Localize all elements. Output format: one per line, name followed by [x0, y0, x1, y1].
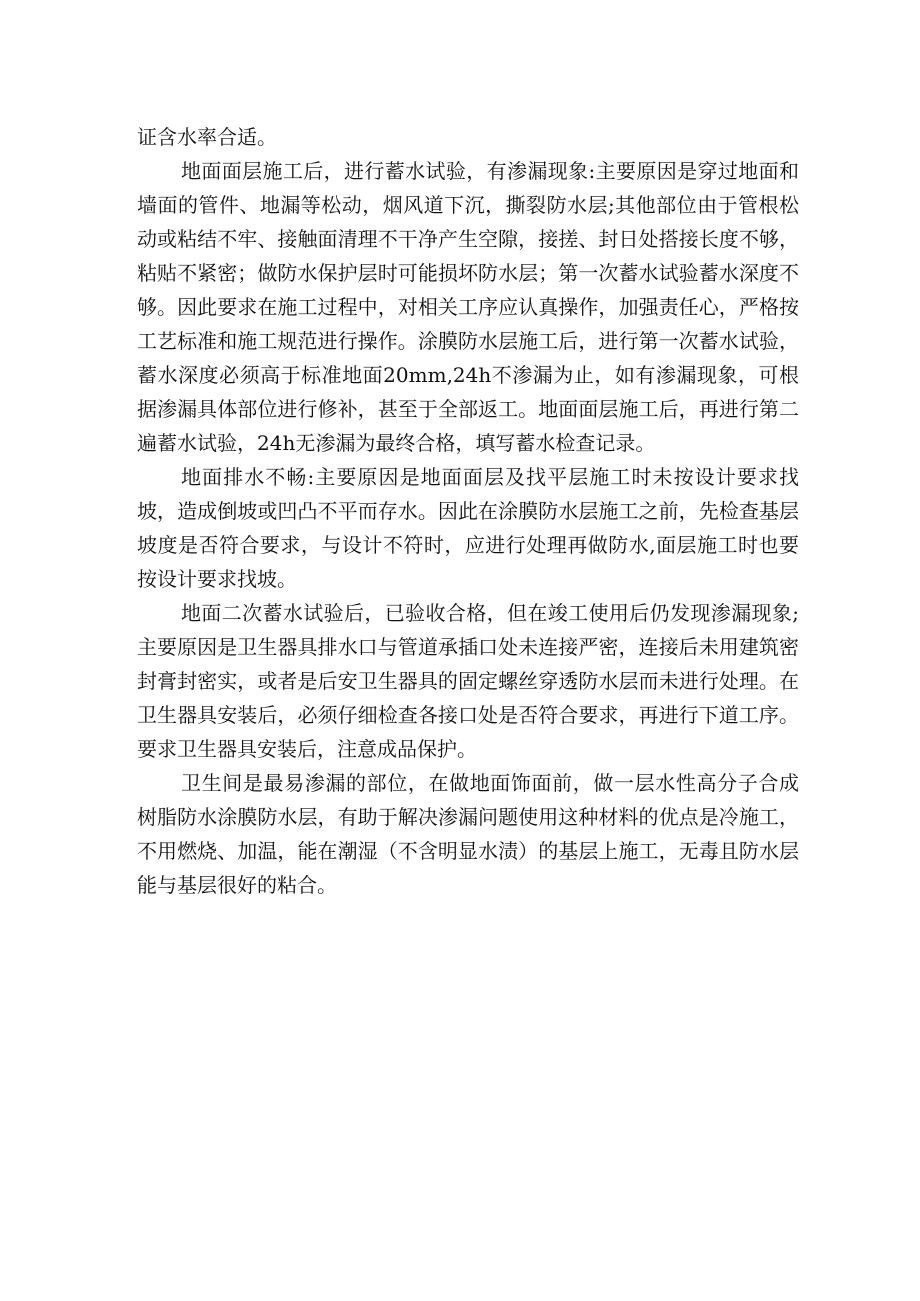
paragraph-waterproof-coating: 卫生间是最易渗漏的部位，在做地面饰面前，做一层水性高分子合成树脂防水涂膜防水层，有助于解决渗漏问题使用这种材料的优点是冷施工，不用燃烧、加温，能在潮湿（不含明显水渍）的基层上施工，无毒且防水层能与基层很好的粘合。 [137, 771, 799, 897]
paragraph-leakage-after-completion: 地面二次蓄水试验后，已验收合格，但在竣工使用后仍发现渗漏现象;主要原因是卫生器具排水口与管道承插口处未连接严密，连接后未用建筑密封膏封密实，或者是后安卫生器具的固定螺丝穿透防水层而未进行处理。在卫生器具安装后，必须仔细检查各接口处是否符合要求，再进行下道工序。要求卫生器具安装后，注意成品保护。 [137, 601, 799, 761]
paragraph-poor-drainage: 地面排水不畅:主要原因是地面面层及找平层施工时未按设计要求找坡，造成倒坡或凹凸不平而存水。因此在涂膜防水层施工之前，先检查基层坡度是否符合要求，与设计不符时，应进行处理再做防水,面层施工时也要按设计要求找坡。 [137, 465, 799, 591]
document-body [137, 120, 799, 902]
paragraph-leakage-after-surface: 地面面层施工后，进行蓄水试验，有渗漏现象:主要原因是穿过地面和墙面的管件、地漏等松动，烟风道下沉，撕裂防水层;其他部位由于管根松动或粘结不牢、接触面清理不干净产生空隙，接搓、封日处搭接长度不够，粘贴不紧密；做防水保护层时可能损坏防水层；第一次蓄水试验蓄水深度不够。因此要求在施工过程中，对相关工序应认真操作，加强责任心，严格按工艺标准和施工规范进行操作。涂膜防水层施工后，进行第一次蓄水试验，蓄水深度必须高于标准地面20mm,24h不渗漏为止，如有渗漏现象，可根据渗漏具体部位进行修补，甚至于全部返工。地面面层施工后，再进行第二遍蓄水试验，24h无渗漏为最终合格，填写蓄水检查记录。 [137, 159, 799, 455]
paragraph-continuation: 证含水率合适。 [137, 125, 277, 149]
